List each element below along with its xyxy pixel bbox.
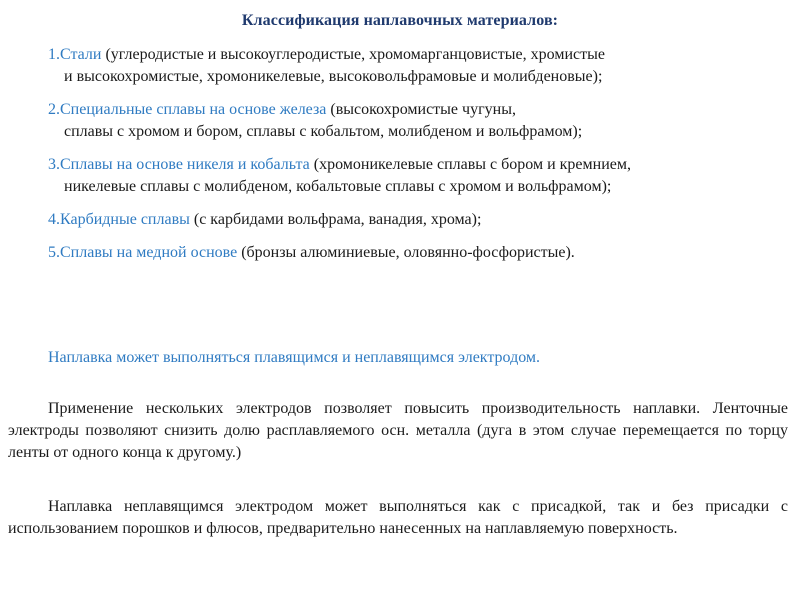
item-description: (углеродистые и высокоуглеродистые, хромомарганцовистые, хромистые [101,46,605,63]
list-item [48,242,768,264]
list-item [48,209,768,231]
item-name: Карбидные сплавы [60,211,190,228]
item-number: 5. [48,244,60,261]
item-name: Специальные сплавы на основе железа [60,101,327,118]
multi-electrode-paragraph: Применение нескольких электродов позволяет повысить производительность наплавки. Ленточные электроды позволяют снизить долю расплавляемого осн. металла (дуга в этом случае перемещается по торцу ленты от одного конца к другому.) [8,400,788,461]
materials-list [48,44,768,275]
item-description-cont: сплавы с хромом и бором, сплавы с кобальтом, молибденом и вольфрамом); [64,123,583,140]
non-consumable-electrode-paragraph: Наплавка неплавящимся электродом может выполняться как с присадкой, так и без присадки с использованием порошков и флюсов, предварительно нанесенных на наплавляемую поверхность. [8,498,788,537]
list-item [48,154,768,198]
item-number: 2. [48,101,60,118]
item-description: (с карбидами вольфрама, ванадия, хрома); [189,211,482,228]
list-item [48,99,768,143]
item-description: (хромоникелевые сплавы с бором и кремнием, [309,156,632,173]
item-description: (высокохромистые чугуны, [326,101,516,118]
item-name: Сплавы на медной основе [60,244,238,261]
page-title: Классификация наплавочных материалов: [241,12,559,29]
item-number: 1. [48,46,60,63]
item-description-cont: и высокохромистые, хромоникелевые, высоковольфрамовые и молибденовые); [64,68,603,85]
item-description-cont: никелевые сплавы с молибденом, кобальтовые сплавы с хромом и вольфрамом); [64,178,612,195]
list-item [48,44,768,88]
electrode-note: Наплавка может выполняться плавящимся и неплавящимся электродом. [48,349,541,366]
item-name: Сплавы на основе никеля и кобальта [60,156,310,173]
item-number: 4. [48,211,60,228]
item-number: 3. [48,156,60,173]
item-description: (бронзы алюминиевые, оловянно-фосфористые). [237,244,575,261]
item-name: Стали [60,46,102,63]
